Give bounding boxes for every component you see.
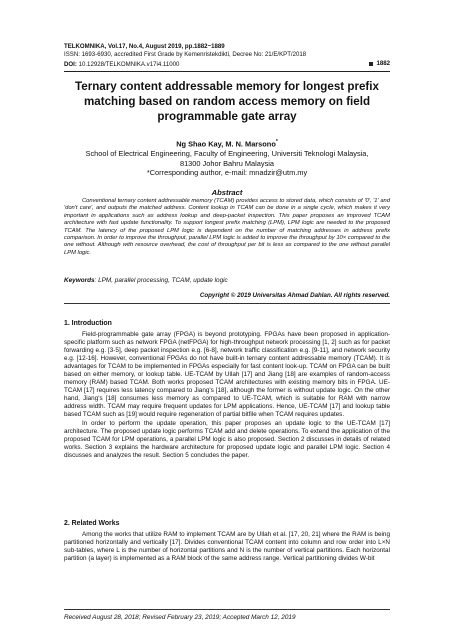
section-2-heading: 2. Related Works (64, 520, 120, 527)
paper-title: Ternary content addressable memory for longest prefix matching based on random access memory on field programmable gate array (75, 80, 379, 123)
received-dates: Received August 28, 2018; Revised February 23, 2019; Accepted March 12, 2019 (64, 614, 296, 621)
keywords-label: Keywords (64, 277, 95, 284)
journal-header (64, 43, 390, 69)
page-number: 1882 (376, 59, 390, 67)
square-icon (369, 62, 373, 66)
copyright-line: Copyright © 2019 Universitas Ahmad Dahlan. All rights reserved. (199, 292, 390, 299)
journal-line: TELKOMNIKA, Vol.17, No.4, August 2019, pp.1882~1889 (64, 43, 225, 50)
affiliation-line-1: School of Electrical Engineering, Faculty of Engineering, Universiti Teknologi Malaysia, (85, 149, 369, 159)
section-1-paragraph-1: Field-programmable gate array (FPGA) is beyond prototyping. FPGAs have been proposed in application-specific platform such as network FPGA (netFPGA) for high-throughput network processing [1, 2] such as for packet forwarding e.g. [3-5], deep packet inspection e.g. [6-8], network traffic classification e.g. [9-11], and network security e.g. [12-16]. However, conventional FPGAs do not have built-in ternary content addressable memory (TCAM). It is advantages for TCAM to be implemented in FPGAs especially for fast content look-up. TCAM on FPGA can be built based on either memory, or lookup table. UE-TCAM by Ullah [17] and Jiang [18] are examples of random-access memory (RAM) based TCAM. Both works proposed TCAM architectures with existing memory bits in FPGA. UE-TCAM [17] requires less latency compared to Jiang's [18], although the former is without update logic. On the other hand, Jiang's [18] consumes less memory as compared to UE-TCAM, which is suitable for RAM with narrow address width. TCAM may require frequent updates for LPM applications. Hence, UE-TCAM [17] and lookup table based TCAM such as [19] would require regeneration of partial bitfile when TCAM requires updates. (64, 331, 390, 419)
section-1-body (64, 331, 390, 460)
affiliation-line-2: 81300 Johor Bahru Malaysia (179, 158, 275, 168)
section-1-heading: 1. Introduction (64, 320, 112, 327)
keywords-text: : LPM, parallel processing, TCAM, update logic (94, 277, 228, 284)
section-1-paragraph-2: In order to perform the update operation, this paper proposes an update logic to the UE-TCAM [17] architecture. The proposed update logic performs TCAM add and delete operations. To extend the application of the proposed TCAM for LPM operations, a parallel LPM logic is also proposed. Section 2 discusses in details of related works. Section 3 explains the hardware architecture for proposed update logic and parallel LPM logic. Section 4 discusses and analyzes the result. Section 5 concludes the paper. (64, 419, 390, 459)
abstract-heading: Abstract (211, 188, 243, 197)
keywords (64, 277, 390, 284)
author-block (56, 138, 398, 178)
footer-rule (64, 609, 390, 610)
issn-line: ISSN: 1693-6930, accredited First Grade by Kemenristekdikti, Decree No: 21/E/KPT/2018 (64, 51, 307, 59)
author-names: Ng Shao Kay, M. N. Marsono* (176, 139, 278, 149)
doi-label: DOI: (64, 61, 77, 69)
section-2-paragraph-1: Among the works that utilize RAM to implement TCAM are by Ullah et al. [17, 20, 21] where the RAM is being partitioned horizontally and vertically [17]. Divides conventional TCAM content into column and row order into L×N sub-tables, where L is the number of horizontal partitions and N is the number of vertical partitions. Each horizontal partition (a layer) is implemented as a RAM block of the same address range. Vertical partitioning divides W-bit (64, 531, 390, 563)
section-2-body (64, 531, 390, 563)
abstract-text: Conventional ternary content addressable memory (TCAM) provides access to stored data, which consists of '0', '1' and 'don't care', and outputs the matched address. Content lookup in TCAM can be done in a single cycle, which makes it very important in applications such as address lookup and deep-packet inspection. This paper proposes an improved TCAM architecture with fast update functionality. To support longest prefix matching (LPM), LPM logic are needed to the proposed TCAM. The latency of the proposed LPM logic is dependent on the number of matching addresses in address prefix comparison. In order to improve the throughput, parallel LPM logic is added to improve the throughput by 10× compared to the one without. Although with resource overhead, the cost of throughput per bit is less as compared to the one without parallel LPM logic. (64, 198, 390, 256)
abstract-divider (64, 303, 390, 304)
correspondence: *Corresponding author, e-mail: mnadzir@utm.my (146, 168, 308, 178)
doi-link[interactable]: 10.12928/TELKOMNIKA.v17i4.11000 (78, 61, 180, 69)
header-rule (64, 71, 390, 72)
